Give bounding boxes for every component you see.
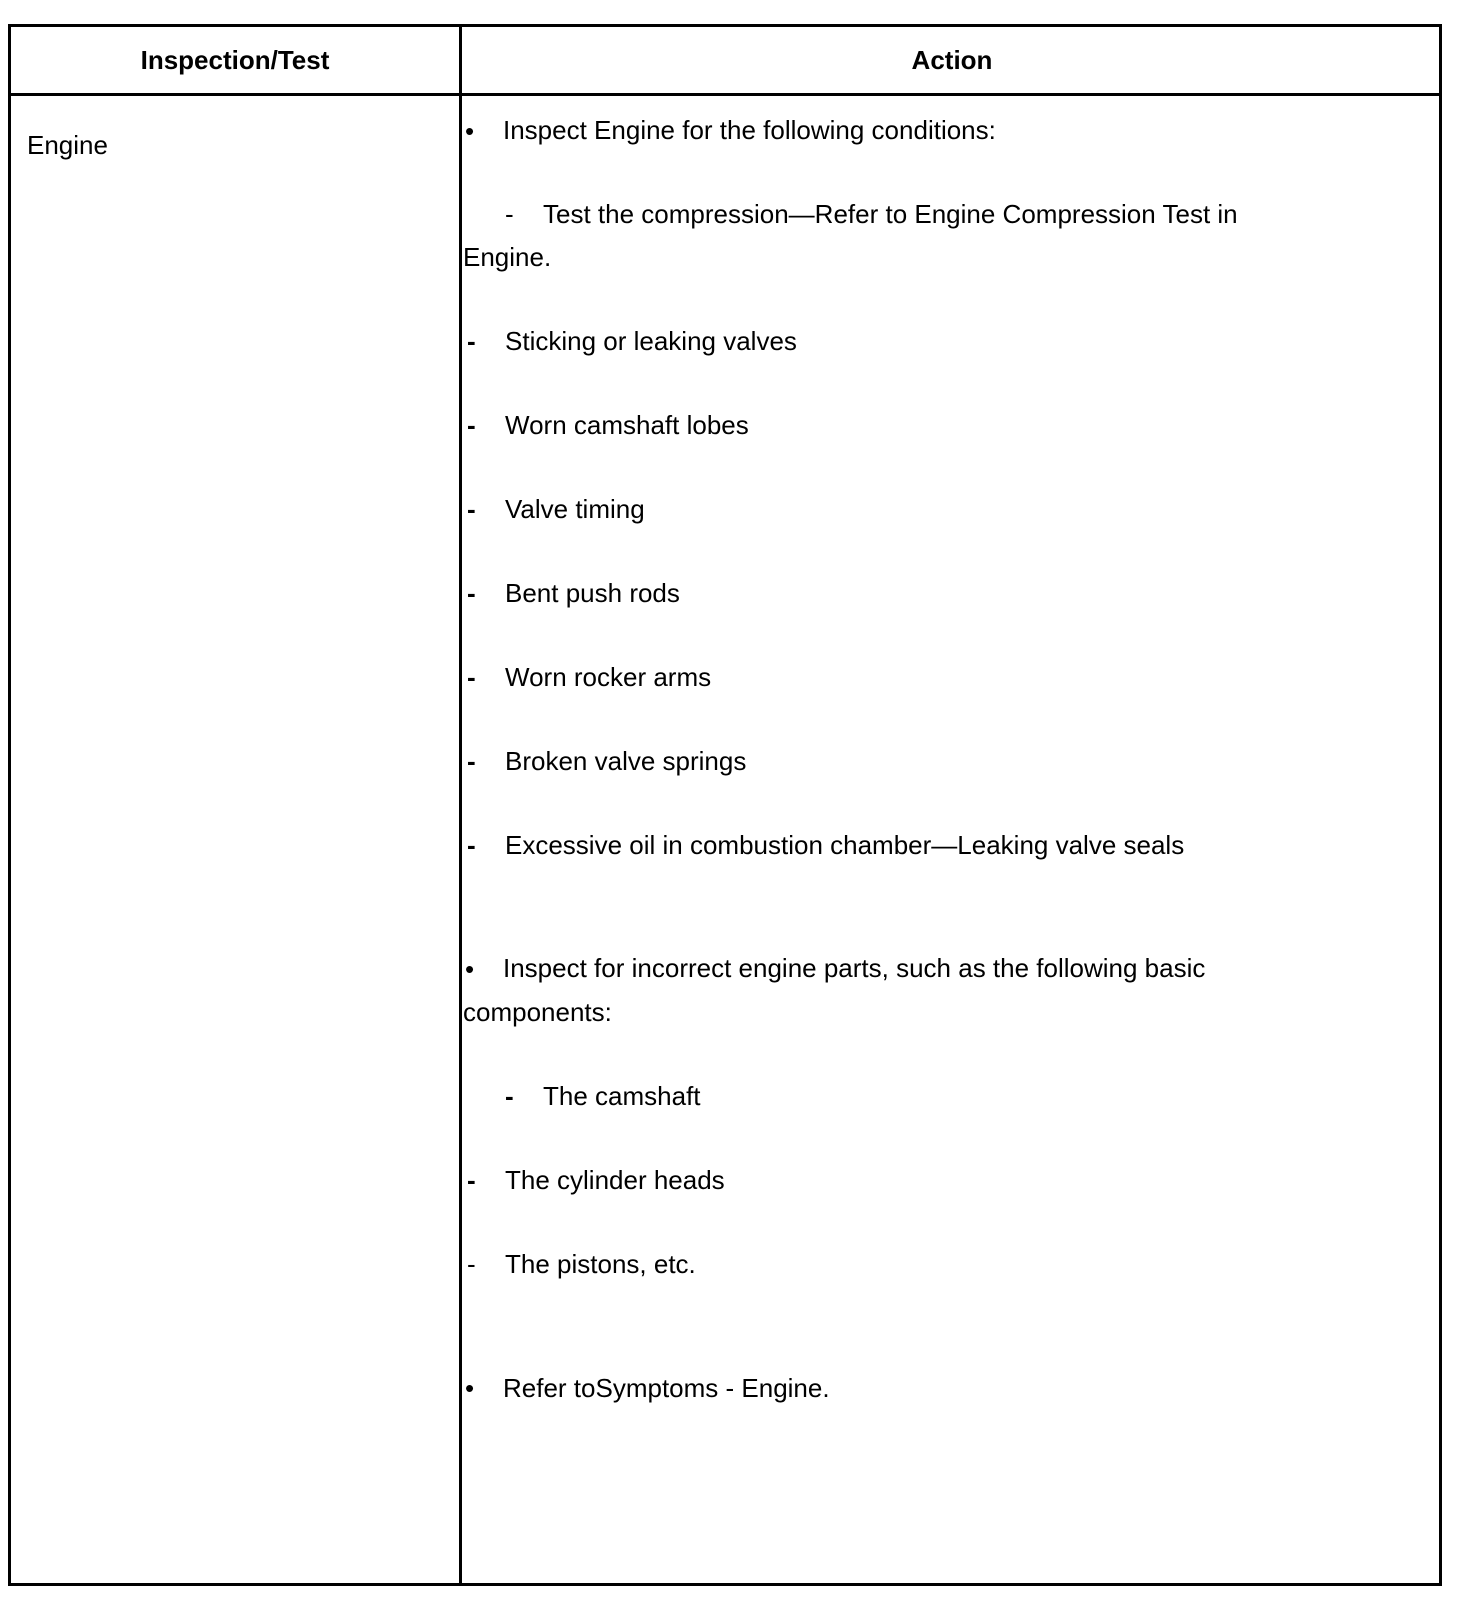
part-item: The cylinder heads: [505, 1165, 725, 1195]
action-refer-symptoms: Refer toSymptoms - Engine.: [503, 1373, 830, 1403]
action-test-compression-cont: Engine.: [463, 242, 552, 272]
dash-marker: -: [467, 326, 476, 356]
diagnostic-table: [8, 24, 1442, 1586]
action-inspect-incorrect-parts: Inspect for incorrect engine parts, such as the following basic: [503, 953, 1206, 983]
part-item: The pistons, etc.: [505, 1249, 696, 1279]
action-test-compression: Test the compression—Refer to Engine Compression Test in: [543, 199, 1238, 229]
condition-item: Worn rocker arms: [505, 662, 712, 692]
bullet-marker: •: [465, 116, 475, 146]
inspection-cell-engine: Engine: [27, 130, 108, 160]
condition-item: Excessive oil in combustion chamber—Leaking valve seals: [505, 830, 1185, 860]
dash-marker: -: [467, 1165, 476, 1195]
dash-marker: -: [505, 1081, 514, 1111]
condition-item: Worn camshaft lobes: [505, 410, 749, 440]
bullet-marker: •: [465, 954, 475, 984]
dash-marker: -: [467, 494, 476, 524]
dash-marker: -: [467, 1249, 476, 1279]
condition-item: Valve timing: [505, 494, 645, 524]
dash-marker: -: [467, 662, 476, 692]
bullet-marker: •: [465, 1373, 475, 1403]
dash-marker: -: [467, 410, 476, 440]
header-divider: [11, 93, 1439, 96]
header-inspection-test: Inspection/Test: [140, 44, 330, 75]
dash-marker: -: [467, 830, 476, 860]
dash-marker: -: [467, 746, 476, 776]
action-inspect-conditions: Inspect Engine for the following conditions:: [503, 115, 996, 145]
action-inspect-incorrect-parts-cont: components:: [463, 997, 612, 1027]
dash-marker: -: [505, 199, 514, 229]
header-action: Action: [911, 44, 993, 75]
dash-marker: -: [467, 578, 476, 608]
condition-item: Bent push rods: [505, 578, 680, 608]
part-item: The camshaft: [543, 1081, 701, 1111]
condition-item: Broken valve springs: [505, 746, 747, 776]
column-divider: [459, 27, 462, 1583]
condition-item: Sticking or leaking valves: [505, 326, 797, 356]
